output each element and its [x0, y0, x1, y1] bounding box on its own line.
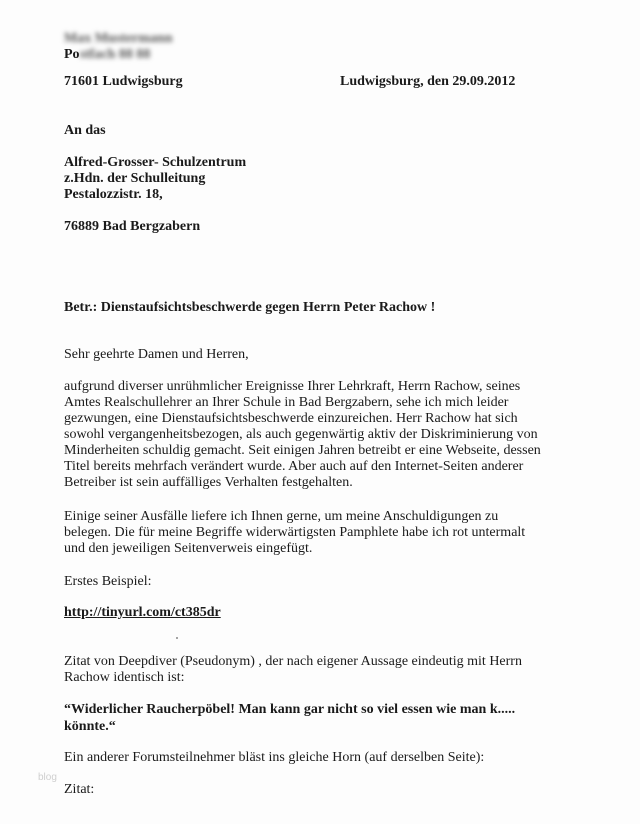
- paragraph-2-line: belegen. Die für meine Begriffe widerwärtigsten Pamphlete habe ich rot untermalt: [64, 525, 526, 540]
- paragraph-1-line: aufgrund diverser unrühmlicher Ereignisse Ihrer Lehrkraft, Herrn Rachow, seines: [64, 379, 521, 394]
- subject-line: Betr.: Dienstaufsichtsbeschwerde gegen Herrn Peter Rachow !: [64, 300, 436, 315]
- recipient-line2: z.Hdn. der Schulleitung: [64, 171, 206, 186]
- quote-line-2: könnte.“: [64, 719, 116, 734]
- blog-watermark: blog: [38, 772, 57, 783]
- quote-intro-line: Zitat von Deepdiver (Pseudonym) , der nach eigener Aussage eindeutig mit Herrn: [64, 654, 522, 669]
- paragraph-1-line: sowohl vergangenheitsbezogen, als auch gegenwärtig aktiv der Diskriminierung von: [64, 427, 538, 442]
- sender-postfach: Postfach 88 88: [64, 47, 151, 62]
- paragraph-2-line: Einige seiner Ausfälle liefere ich Ihnen gerne, um meine Anschuldigungen zu: [64, 509, 499, 524]
- example-link[interactable]: http://tinyurl.com/ct385dr: [64, 605, 221, 620]
- sender-name: Max Mustermann: [64, 31, 173, 46]
- recipient-line1: Alfred-Grosser- Schulzentrum: [64, 155, 247, 170]
- paragraph-1-line: gezwungen, eine Dienstaufsichtsbeschwerde einzureichen. Herr Rachow hat sich: [64, 411, 518, 426]
- paragraph-1-line: Minderheiten schuldig gemacht. Seit einigen Jahren betreibt er eine Webseite, dessen: [64, 443, 541, 458]
- sender-city: 71601 Ludwigsburg: [64, 74, 183, 89]
- quote-intro-line: Rachow identisch ist:: [64, 670, 185, 685]
- paragraph-1-line: Betreiber ist sein auffälliges Verhalten festgehalten.: [64, 475, 353, 490]
- example-label: Erstes Beispiel:: [64, 574, 152, 589]
- recipient-salutation: An das: [64, 123, 106, 138]
- recipient-city: 76889 Bad Bergzabern: [64, 219, 201, 234]
- zitat-label: Zitat:: [64, 782, 95, 797]
- recipient-line3: Pestalozzistr. 18,: [64, 187, 163, 202]
- quote-line-1: “Widerlicher Raucherpöbel! Man kann gar nicht so viel essen wie man k.....: [64, 702, 516, 717]
- scan-speck: [176, 637, 178, 639]
- paragraph-1-line: Amtes Realschullehrer an Ihrer Schule in Bad Bergzabern, sehe ich mich leider: [64, 395, 509, 410]
- letter-date: Ludwigsburg, den 29.09.2012: [340, 74, 516, 89]
- greeting: Sehr geehrte Damen und Herren,: [64, 347, 249, 362]
- paragraph-1-line: Titel bereits mehrfach verändert wurde. Aber auch auf den Internet-Seiten anderer: [64, 459, 524, 474]
- paragraph-2-line: und den jeweiligen Seitenverweis eingefügt.: [64, 541, 313, 556]
- followup-line: Ein anderer Forumsteilnehmer bläst ins gleiche Horn (auf derselben Seite):: [64, 750, 485, 765]
